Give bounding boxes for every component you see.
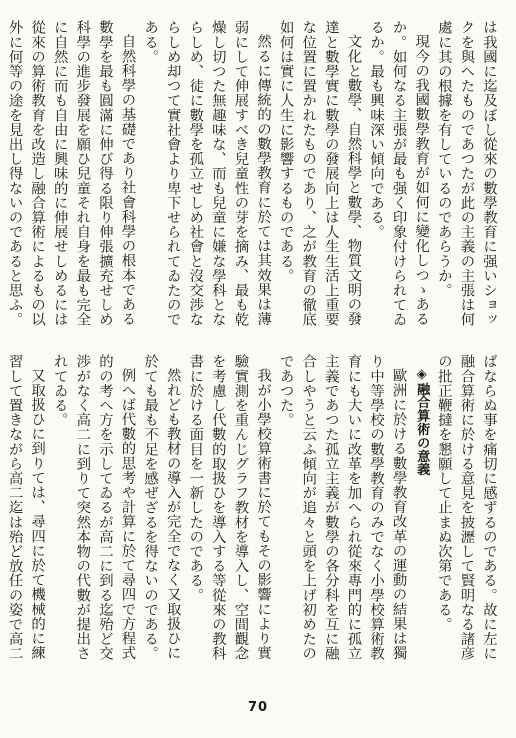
paragraph: 我が小學校算術書に於てもその影響により實驗實測を重んじグラフ教材を導入し、空間觀念を考慮し代數的取扱ひを導入する等從來の教科書に於ける面目を一新したのである。	[187, 354, 272, 661]
paragraph: 例へば代數的思考や計算に於て尋四で方程式的の考へ方を示してゐるが高二に到る迄殆ど交渉がなく高二に到りて突然本物の代數が提出されてゐる。	[51, 354, 136, 661]
paragraph: は我國に迄及ぼし從來の數學教育に强いショックを與へたものであつたが此の主義の主張は何處に其の根據を有しているのであらうか。	[435, 20, 497, 327]
page-number: 70	[247, 700, 269, 715]
section-heading: ◈融合算術の意義	[414, 367, 430, 477]
paragraph: ばならぬ事を痛切に感ずるのである。故に左に融合算術に於ける意見を披瀝して賢明なる諸彦の批正鞭撻を懇願して止まぬ次第である。	[435, 354, 497, 661]
paragraph: 又取扱ひに到りては、尋四に於て機械的に練習して置きながら高二迄は殆ど放任の姿で高二	[6, 354, 46, 661]
paragraph	[0, 20, 3, 340]
paragraph: 自然科學の基礎であり社會科學の根本である數學を最も圓滿に伸び得る限り伸張擴充せしめ科學の進步發展を願ひ兒童それ自身を最も完全に自然に而も自由に興味的に伸展せしめるには從來の算術教育を改造し融合算術によるもの以外に何等の途を見出し得ないのであると思ふ。	[6, 20, 136, 327]
paragraph: 現今の我國數學教育が如何に變化しつゝあるか。如何なる主張が最も强く印象付けられてゐるか。最も興味深い傾向である。	[368, 20, 430, 327]
paragraph: 歐洲に於ける數學教育改革の運動の結果は獨り中等學校の數學教育のみでなく小學校算術教育にも大いに改革を加へられ從來專門的に孤立主義であつた孤立主義が數學の各分科を互に融合しやうと云ふ傾向が追々と頭を上げ初めたのであつた。	[277, 354, 407, 661]
section-divider	[18, 346, 500, 347]
paragraph: 然れども教材の導入が完全でなく又取扱ひに於ても最も不足を感ぜざるを得ないのである。	[142, 354, 181, 661]
top-text-block	[6, 20, 500, 340]
paragraph: 文化と數學、自然科學と數學、物質文明の發達と數學實に數學の發展向上は人生生活上重要な位置に置かれたものであり、之が教育の徹底如何は實に人生に影響するものである。	[277, 20, 362, 327]
paragraph: 然るに傳統的の數學教育に於ては其效果は薄弱にして伸展すべき兒童性の芽を摘み、最も乾燥し切つた無趣味な、而も兒童に嫌な學科とならしめ、徒に數學を孤立せしめ社會と沒交渉ならしめ却つて實社會より卑下せられてゐたのである。	[142, 20, 272, 327]
bottom-text-block	[6, 354, 500, 672]
